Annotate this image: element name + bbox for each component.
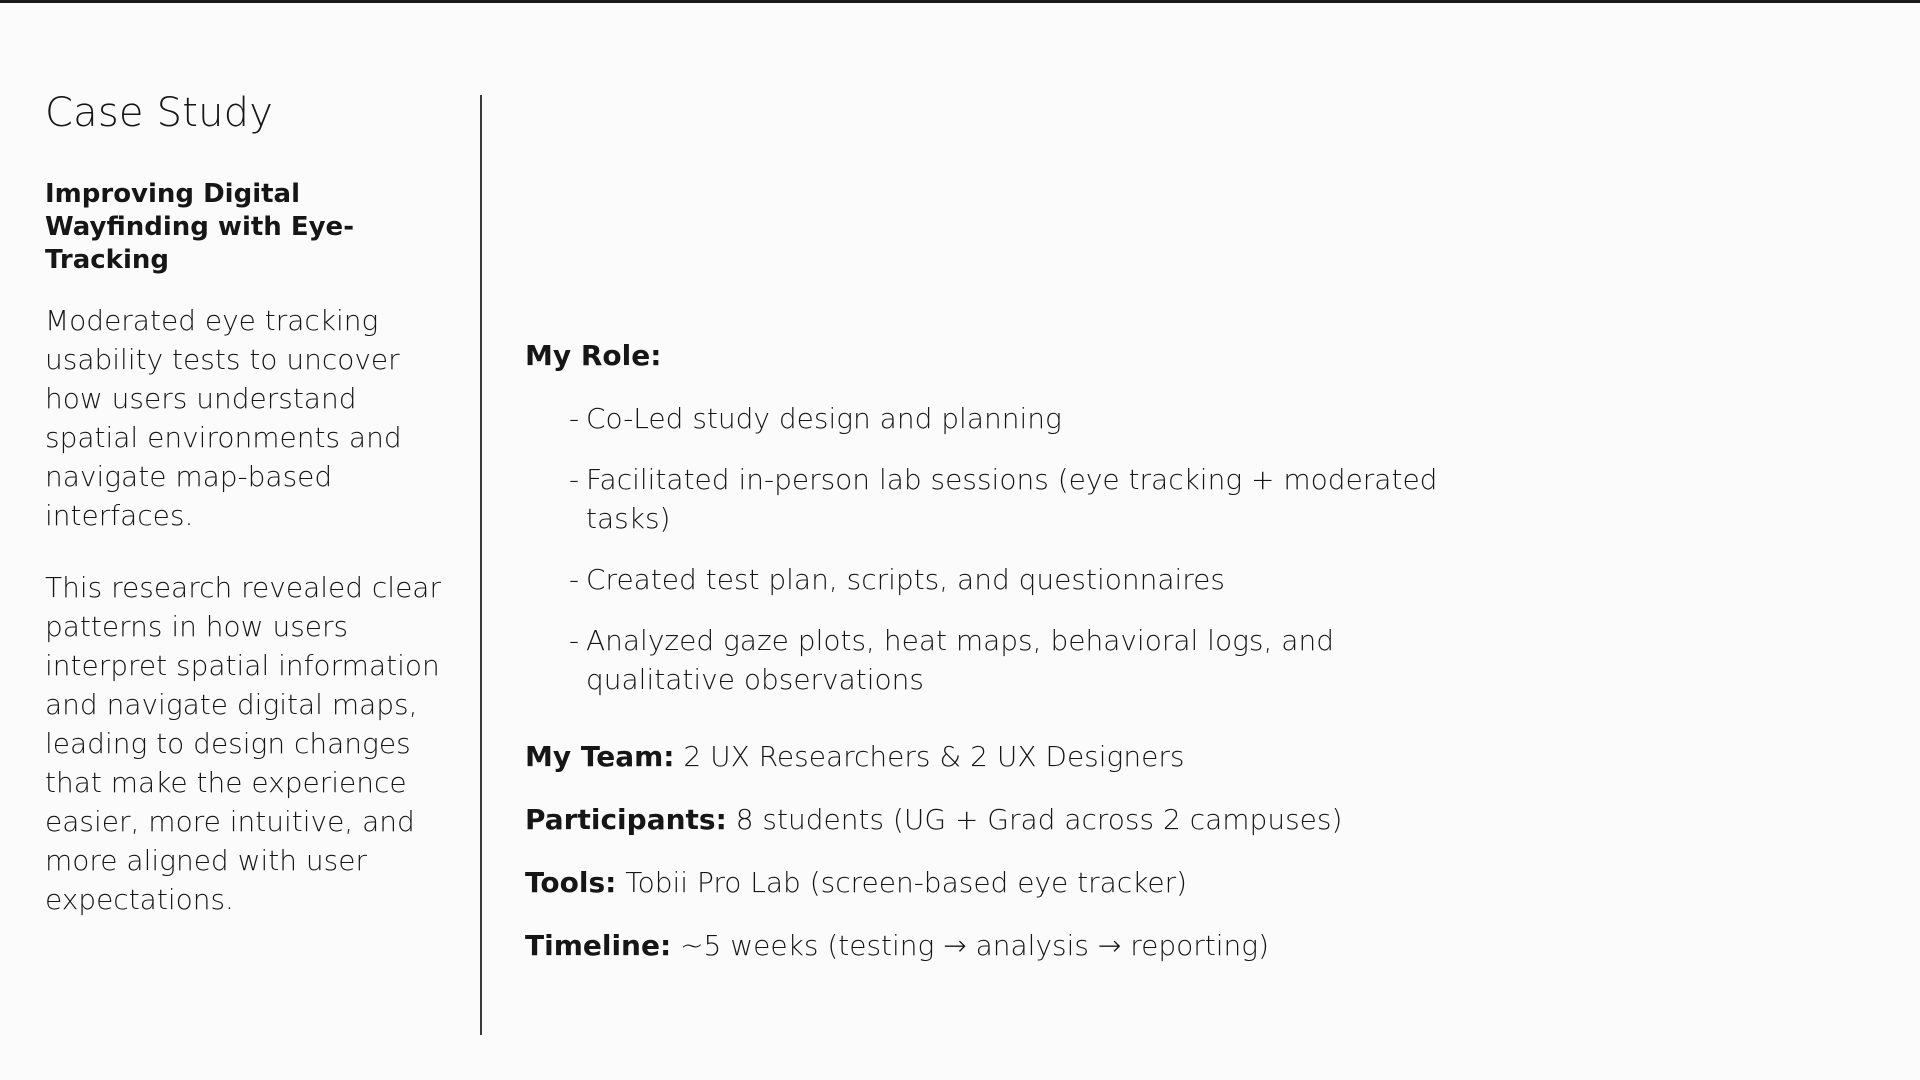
timeline-line bbox=[525, 926, 1445, 965]
outcome-paragraph: This research revealed clear patterns in how users interpret spatial information and navigate digital maps, leading to design changes that make the experience easier, more intuitive, and more aligned with user expectations. bbox=[45, 571, 441, 916]
list-item-text: Analyzed gaze plots, heat maps, behavioral logs, and qualitative observations bbox=[586, 624, 1334, 696]
dash-bullet: - bbox=[569, 402, 580, 435]
list-item bbox=[569, 560, 1445, 599]
tools-value: Tobii Pro Lab (screen-based eye tracker) bbox=[625, 866, 1188, 899]
list-item-text: Facilitated in-person lab sessions (eye tracking + moderated tasks) bbox=[586, 463, 1438, 535]
list-item bbox=[569, 460, 1445, 538]
dash-bullet: - bbox=[569, 463, 580, 496]
participants-label: Participants: bbox=[525, 803, 727, 836]
dash-bullet: - bbox=[569, 624, 580, 657]
role-heading: My Role: bbox=[525, 339, 662, 372]
timeline-label: Timeline: bbox=[525, 929, 672, 962]
tools-label: Tools: bbox=[525, 866, 617, 899]
list-item-text: Created test plan, scripts, and questionnaires bbox=[586, 563, 1225, 596]
list-item bbox=[569, 399, 1445, 438]
left-column bbox=[45, 88, 445, 919]
summary-paragraph: Moderated eye tracking usability tests to uncover how users understand spatial environments and navigate map-based interfaces. bbox=[45, 304, 402, 532]
dash-bullet: - bbox=[569, 563, 580, 596]
page-title: Case Study bbox=[45, 90, 274, 136]
case-study-subtitle: Improving Digital Wayfinding with Eye-Tracking bbox=[45, 179, 354, 275]
vertical-divider bbox=[480, 95, 482, 1035]
team-label: My Team: bbox=[525, 740, 675, 773]
tools-line bbox=[525, 863, 1445, 902]
list-item-text: Co-Led study design and planning bbox=[586, 402, 1062, 435]
participants-value: 8 students (UG + Grad across 2 campuses) bbox=[735, 803, 1343, 836]
timeline-value: ~5 weeks (testing → analysis → reporting) bbox=[680, 929, 1270, 962]
team-value: 2 UX Researchers & 2 UX Designers bbox=[683, 740, 1185, 773]
participants-line bbox=[525, 800, 1445, 839]
role-list bbox=[525, 399, 1445, 699]
list-item bbox=[569, 621, 1445, 699]
right-column bbox=[525, 336, 1445, 965]
team-line bbox=[525, 737, 1445, 776]
